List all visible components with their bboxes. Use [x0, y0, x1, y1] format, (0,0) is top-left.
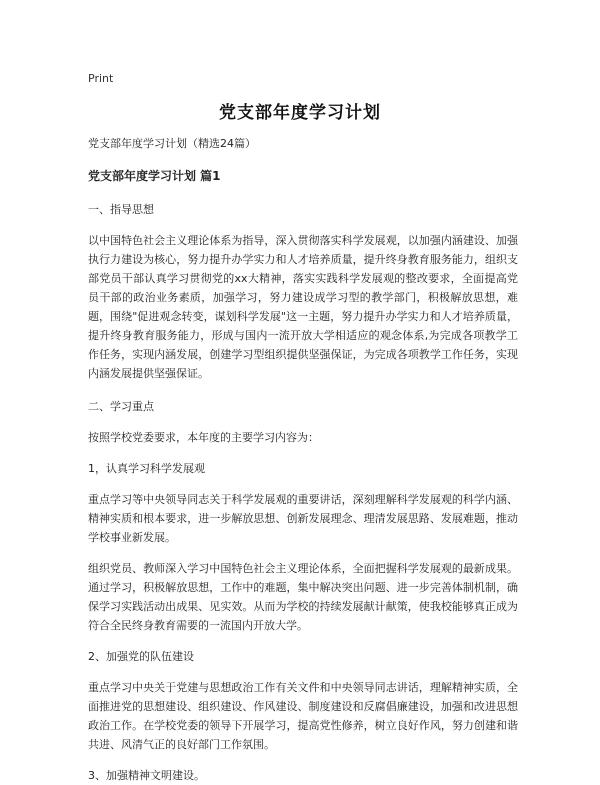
section-heading-guiding-thought: 一、指导思想 — [88, 203, 154, 216]
document-body — [88, 130, 518, 785]
paragraph-guiding-thought: 以中国特色社会主义理论体系为指导，深入贯彻落实科学发展观，以加强内涵建设、加强执行力建设为核心，努力提升办学实力和人才培养质量，提升终身教育服务能力，组织支部党员干部认真学习贯彻党的xx大精神，落实实践科学发展观的整改要求，全面提高党员干部的政治业务素质，加强学习，努力建设成学习型的教学部门，积极解放思想，难题，围绕"促进观念转变，谋划科学发展"这一主题，努力提升办学实力和人才培养质量，提升终身教育服务能力，形成与国内一流开放大学相适应的观念体系,为完成各项教学工作任务，实现内涵发展，创建学习型组织提供坚强保证，为完成各项教学工作任务，实现内涵发展提供坚强保证。 — [88, 234, 518, 380]
paragraph-scientific-outlook-1: 重点学习等中央领导同志关于科学发展观的重要讲话，深刻理解科学发展观的科学内涵、精神实质和根本要求，进一步解放思想、创新发展理念、理清发展思路、发展难题，推动学校事业新发展。 — [88, 493, 518, 544]
article-heading: 党支部年度学习计划 篇1 — [88, 169, 221, 183]
paragraph-party-building: 重点学习中央关于党建与思想政治工作有关文件和中央领导同志讲话，理解精神实质，全面推进党的思想建设、组织建设、作风建设、制度建设和反腐倡廉建设，加强和改进思想政治工作。在学校党委的领导下开展学习，提高党性修养，树立良好作风，努力创建和谐共进、风清气正的良好部门工作氛围。 — [88, 681, 518, 751]
item-heading-scientific-outlook: 1，认真学习科学发展观 — [88, 462, 205, 475]
paragraph-scientific-outlook-2: 组织党员、教师深入学习中国特色社会主义理论体系，全面把握科学发展观的最新成果。通过学习，积极解放思想，工作中的难题，集中解决突出问题、进一步完善体制机制，确保学习实践活动出成果、见实效。从而为学校的持续发展献计献策，使我校能够真正成为符合全民终身教育需要的一流国内开放大学。 — [88, 562, 518, 632]
item-heading-spiritual-civilization: 3、加强精神文明建设。 — [88, 769, 205, 782]
section-heading-study-focus: 二、学习重点 — [88, 400, 154, 413]
item-heading-party-building: 2、加强党的队伍建设 — [88, 650, 194, 663]
document-subtitle: 党支部年度学习计划（精选24篇） — [88, 137, 256, 150]
paragraph-study-intro: 按照学校党委要求，本年度的主要学习内容为： — [88, 431, 319, 444]
print-label[interactable]: Print — [88, 72, 114, 85]
page-title: 党支部年度学习计划 — [219, 103, 381, 123]
